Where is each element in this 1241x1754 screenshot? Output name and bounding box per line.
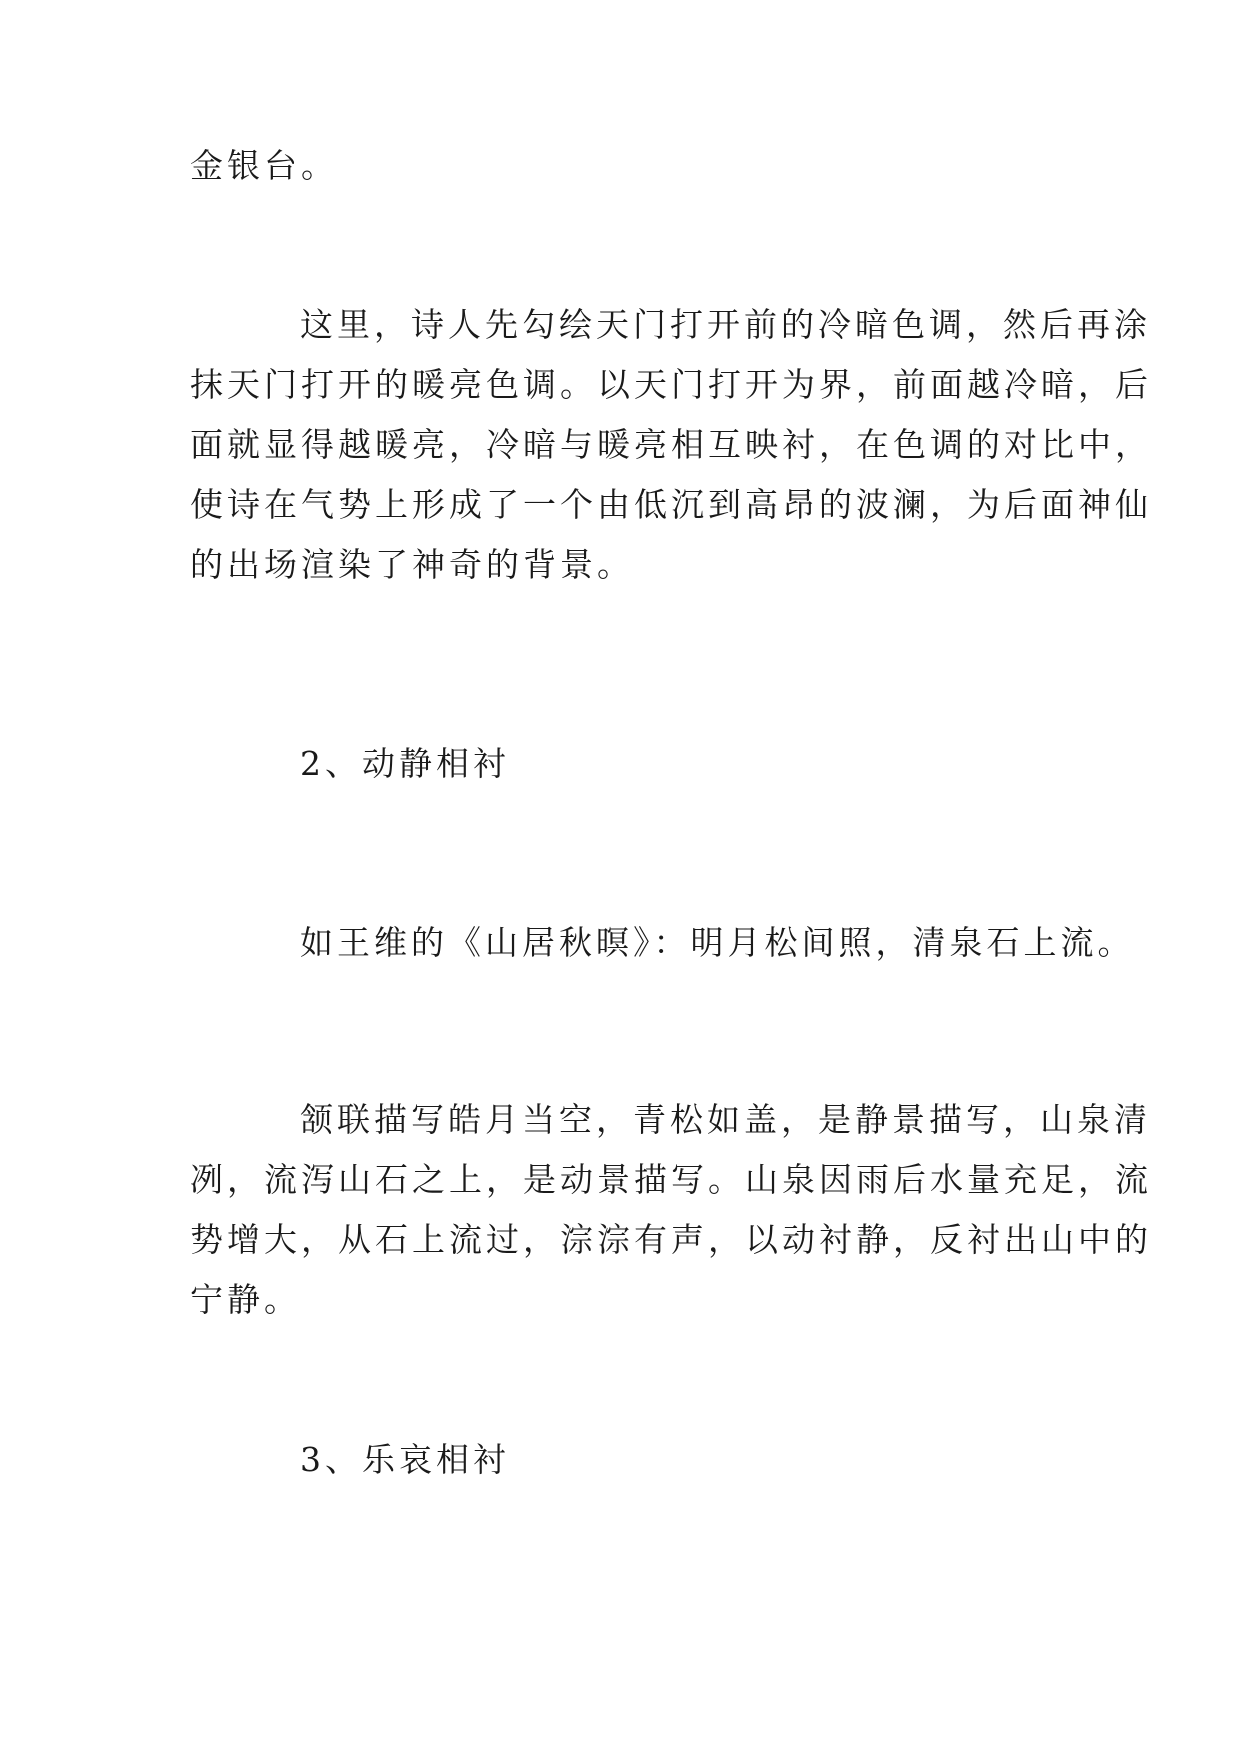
paragraph-continuation — [190, 136, 1060, 196]
text-line: 冽，流泻山石之上，是动景描写。山泉因雨后水量充足，流 — [190, 1160, 1152, 1199]
text-line: 的出场渲染了神奇的背景。 — [190, 545, 634, 584]
text-line: 这里，诗人先勾绘天门打开前的冷暗色调，然后再涂 — [300, 305, 1151, 344]
heading-text: 3、乐哀相衬 — [300, 1440, 510, 1479]
text-line: 颔联描写皓月当空，青松如盖，是静景描写，山泉清 — [300, 1100, 1151, 1139]
section-heading-2 — [190, 734, 1060, 794]
text-line: 抹天门打开的暖亮色调。以天门打开为界，前面越冷暗，后 — [190, 365, 1152, 404]
text-line: 金银台。 — [190, 146, 338, 185]
text-line: 宁静。 — [190, 1280, 301, 1319]
text-line: 势增大，从石上流过，淙淙有声，以动衬静，反衬出山中的 — [190, 1220, 1152, 1259]
text-line: 面就显得越暖亮，冷暗与暖亮相互映衬，在色调的对比中， — [190, 425, 1152, 464]
paragraph-motion-stillness — [190, 1090, 1152, 1330]
paragraph-color-contrast — [190, 295, 1152, 595]
text-line: 使诗在气势上形成了一个由低沉到高昂的波澜，为后面神仙 — [190, 485, 1152, 524]
section-heading-3 — [190, 1430, 1060, 1490]
text-line: 如王维的《山居秋暝》：明月松间照，清泉石上流。 — [300, 923, 1135, 962]
heading-text: 2、动静相衬 — [300, 744, 510, 783]
paragraph-example-poem — [190, 913, 1135, 973]
